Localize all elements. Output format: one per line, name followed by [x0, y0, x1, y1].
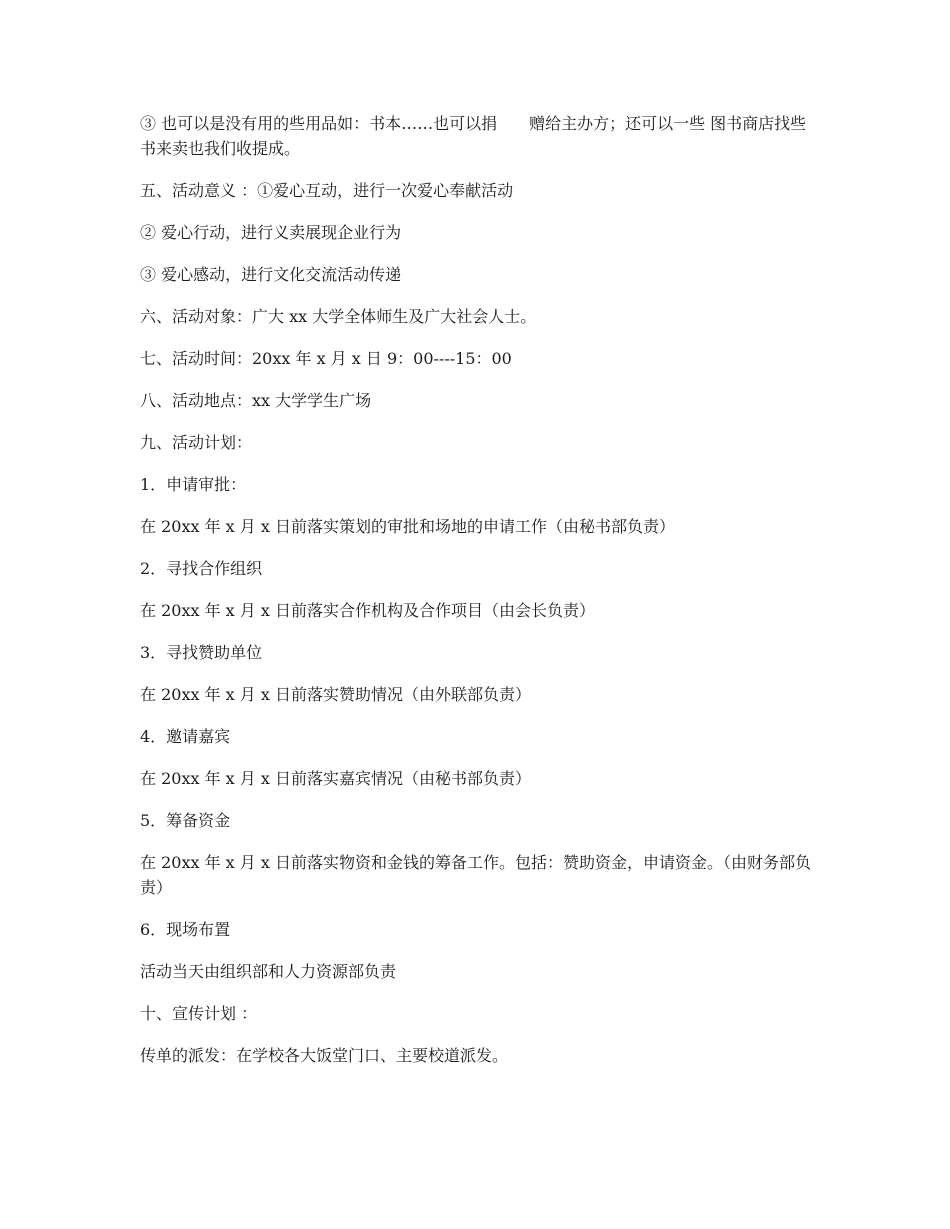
plan-item-2-detail: 在 20xx 年 x 月 x 日前落实合作机构及合作项目（由会长负责） [140, 601, 595, 620]
plan-item-3-title: 3．寻找赞助单位 [140, 643, 263, 662]
plan-item-4-title: 4．邀请嘉宾 [140, 727, 231, 746]
plan-item-3-detail: 在 20xx 年 x 月 x 日前落实赞助情况（由外联部负责） [140, 685, 531, 704]
plan-item-1-title: 1．申请审批： [140, 475, 247, 494]
plan-item-5-title: 5．筹备资金 [140, 811, 231, 830]
paragraph-time: 七、活动时间：20xx 年 x 月 x 日 9：00----15：00 [140, 349, 512, 368]
paragraph-significance-2: ② 爱心行动，进行义卖展现企业行为 [140, 223, 402, 242]
section-heading-plan: 九、活动计划： [140, 433, 253, 452]
document-body [140, 111, 815, 1085]
section-heading-publicity: 十、宣传计划 ： [140, 1004, 258, 1023]
paragraph-location: 八、活动地点：xx 大学学生广场 [140, 391, 372, 410]
paragraph-audience: 六、活动对象：广大 xx 大学全体师生及广大社会人士。 [140, 307, 537, 326]
plan-item-4-detail: 在 20xx 年 x 月 x 日前落实嘉宾情况（由秘书部负责） [140, 769, 531, 788]
paragraph-significance-3: ③ 爱心感动，进行文化交流活动传递 [140, 265, 402, 284]
paragraph-significance: 五、活动意义 ：①爱心互动，进行一次爱心奉献活动 [140, 181, 514, 200]
plan-item-6-title: 6．现场布置 [140, 920, 231, 939]
paragraph-donation-items: ③ 也可以是没有用的些用品如：书本……也可以捐 赠给主办方；还可以一些 图书商店找些书来卖也我们收提成。 [140, 114, 807, 158]
plan-item-2-title: 2．寻找合作组织 [140, 559, 263, 578]
plan-item-6-detail: 活动当天由组织部和人力资源部负责 [140, 962, 397, 981]
plan-item-5-detail: 在 20xx 年 x 月 x 日前落实物资和金钱的筹备工作。包括：赞助资金，申请资金。（由财务部负责） [140, 853, 811, 897]
plan-item-1-detail: 在 20xx 年 x 月 x 日前落实策划的审批和场地的申请工作（由秘书部负责） [140, 517, 675, 536]
paragraph-flyers: 传单的派发：在学校各大饭堂门口、主要校道派发。 [140, 1046, 509, 1065]
